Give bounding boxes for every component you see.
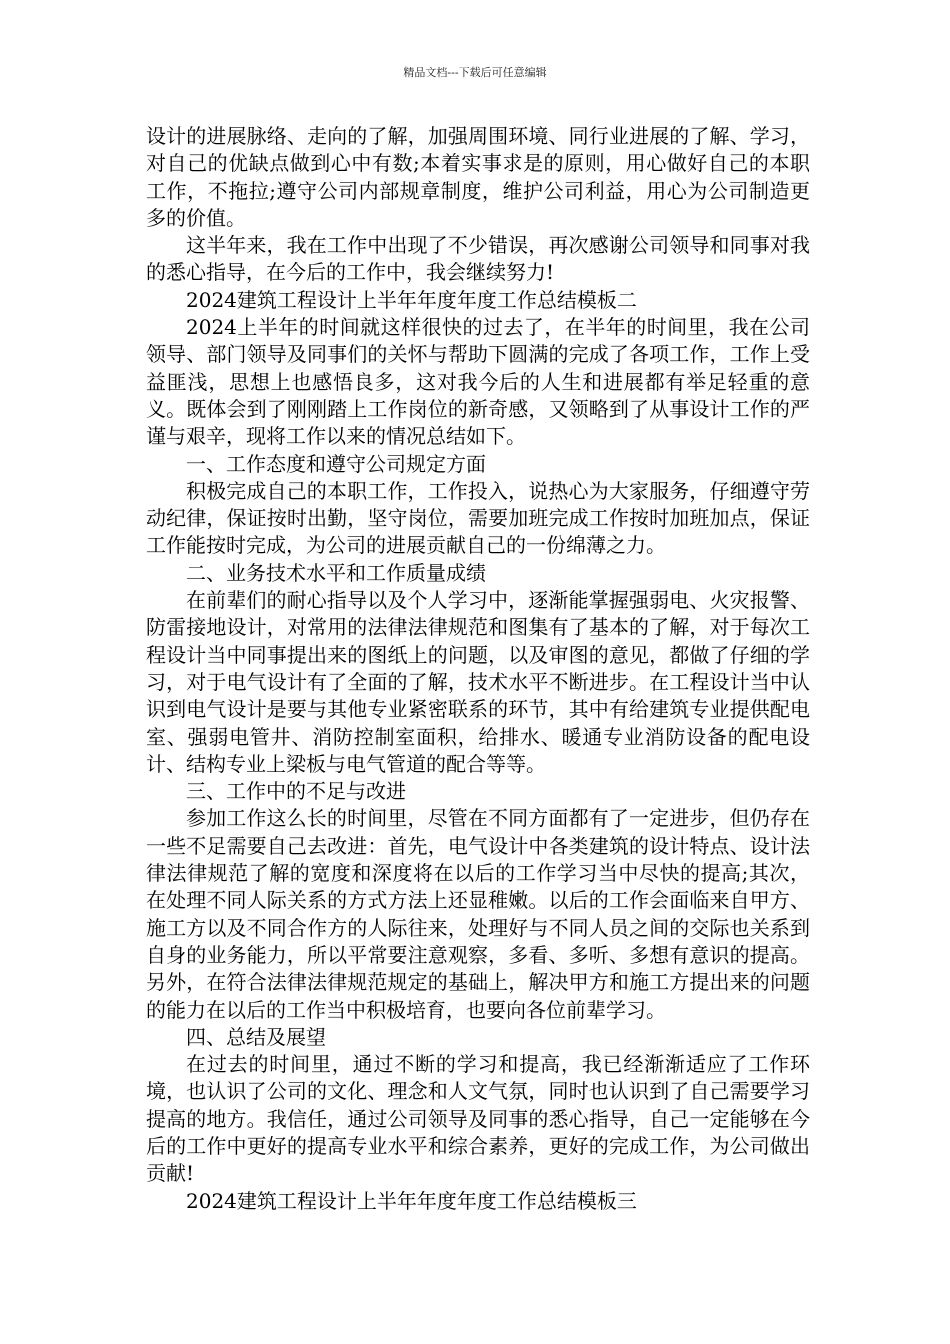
section-heading: 四、总结及展望 xyxy=(186,1024,326,1049)
paragraph: 在前辈们的耐心指导以及个人学习中，逐渐能掌握强弱电、火灾报警、防雷接地设计，对常用的法律法律规范和图集有了基本的了解，对于每次工程设计当中同事提出来的图纸上的问题，以及审图的意见，都做了仔细的学习，对于电气设计有了全面的了解，技术水平不断进步。在工程设计当中认识到电气设计是要与其他专业紧密联系的环节，其中有给建筑专业提供配电室、强弱电管井、消防控制室面积，给排水、暖通专业消防设备的配电设计、结构专业上梁板与电气管道的配合等等。 xyxy=(146,588,810,776)
section-title-template-three: 2024建筑工程设计上半年年度年度工作总结模板三 xyxy=(186,1188,637,1213)
document-body xyxy=(146,123,810,1215)
paragraph: 积极完成自己的本职工作，工作投入，说热心为大家服务，仔细遵守劳动纪律，保证按时出勤，坚守岗位，需要加班完成工作按时加班加点，保证工作能按时完成，为公司的进展贡献自己的一份绵薄之力。 xyxy=(146,478,810,558)
paragraph: 2024上半年的时间就这样很快的过去了，在半年的时间里，我在公司领导、部门领导及同事们的关怀与帮助下圆满的完成了各项工作，工作上受益匪浅，思想上也感悟良多，这对我今后的人生和进展都有举足轻重的意义。既体会到了刚刚踏上工作岗位的新奇感，又领略到了从事设计工作的严谨与艰辛，现将工作以来的情况总结如下。 xyxy=(146,315,810,449)
section-heading: 二、业务技术水平和工作质量成绩 xyxy=(186,560,486,585)
paragraph: 设计的进展脉络、走向的了解，加强周围环境、同行业进展的了解、学习，对自己的优缺点做到心中有数;本着实事求是的原则，用心做好自己的本职工作，不拖拉;遵守公司内部规章制度，维护公司利益，用心为公司制造更多的价值。 xyxy=(146,124,810,230)
section-title-template-two: 2024建筑工程设计上半年年度年度工作总结模板二 xyxy=(186,287,637,312)
section-heading: 三、工作中的不足与改进 xyxy=(186,779,406,804)
paragraph: 参加工作这么长的时间里，尽管在不同方面都有了一定进步，但仍存在一些不足需要自己去改进：首先，电气设计中各类建筑的设计特点、设计法律法律规范了解的宽度和深度将在以后的工作学习当中尽快的提高;其次，在处理不同人际关系的方式方法上还显稚嫩。以后的工作会面临来自甲方、施工方以及不同合作方的人际往来，处理好与不同人员之间的交际也关系到自身的业务能力，所以平常要注意观察，多看、多听、多想有意识的提高。另外，在符合法律法律规范规定的基础上，解决甲方和施工方提出来的问题的能力在以后的工作当中积极培育，也要向各位前辈学习。 xyxy=(146,806,810,1022)
paragraph: 这半年来，我在工作中出现了不少错误，再次感谢公司领导和同事对我的悉心指导，在今后的工作中，我会继续努力! xyxy=(146,233,810,285)
page-header: 精品文档---下载后可任意编辑 xyxy=(403,66,547,79)
section-heading: 一、工作态度和遵守公司规定方面 xyxy=(186,451,486,476)
paragraph: 在过去的时间里，通过不断的学习和提高，我已经渐渐适应了工作环境，也认识了公司的文化、理念和人文气氛，同时也认识到了自己需要学习提高的地方。我信任，通过公司领导及同事的悉心指导，自己一定能够在今后的工作中更好的提高专业水平和综合素养，更好的完成工作，为公司做出贡献! xyxy=(146,1052,810,1186)
